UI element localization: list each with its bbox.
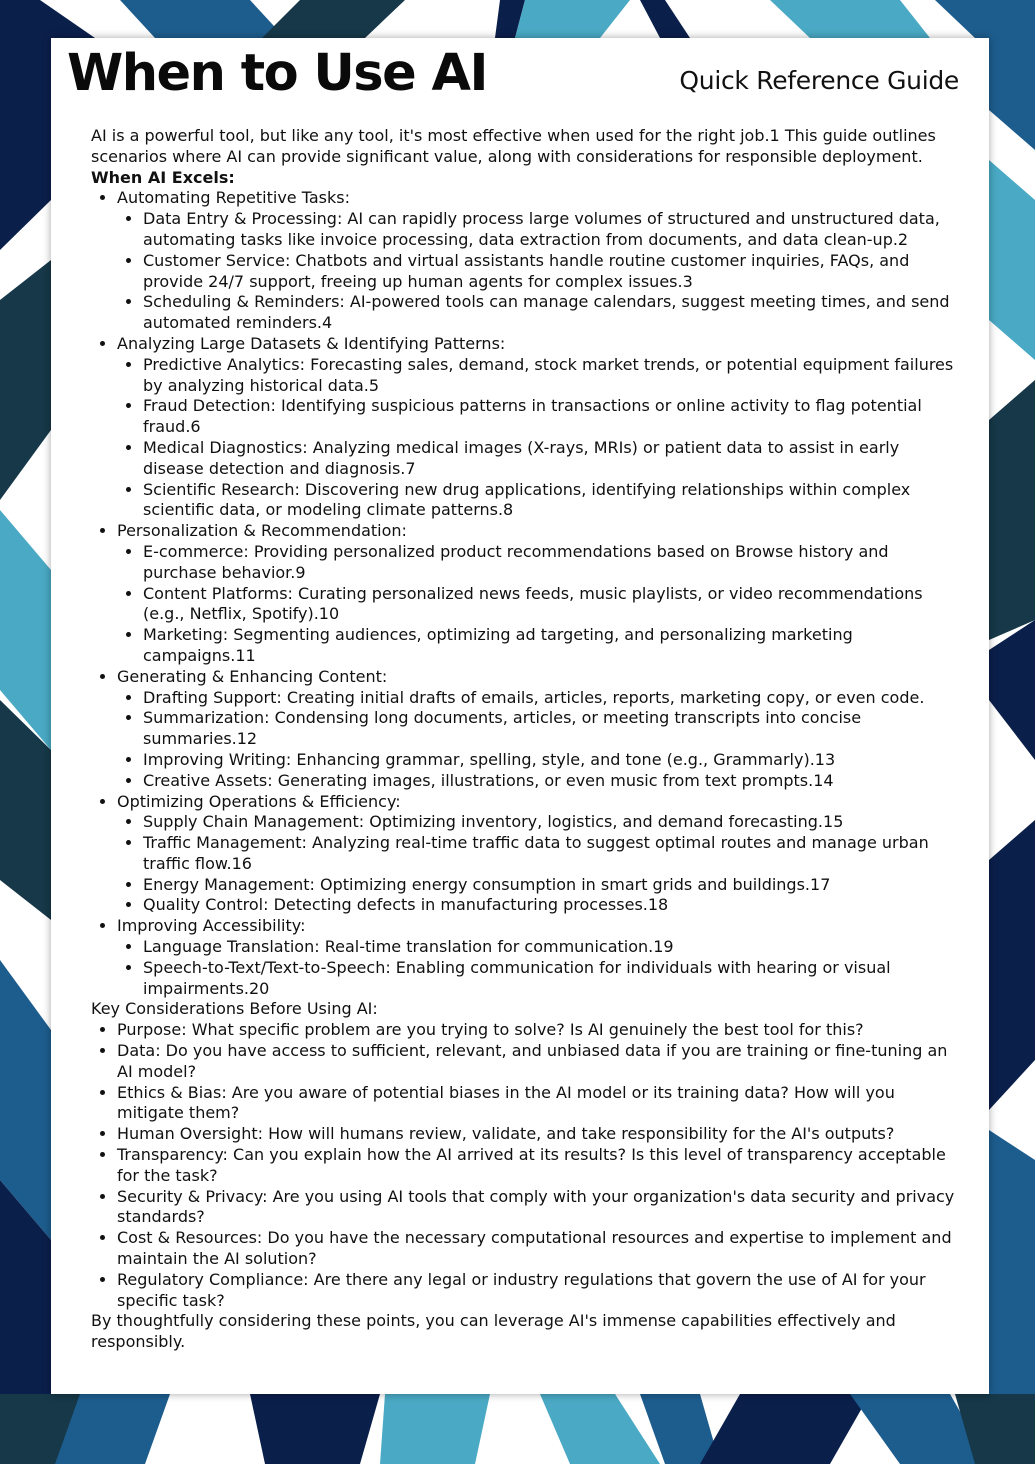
list-item: • Summarization: Condensing long documents, articles, or meeting transcripts into concise summaries.12 [143,708,959,750]
category-items [117,209,959,334]
category-label: Analyzing Large Datasets & Identifying Patterns: [117,333,506,353]
conclusion-paragraph: By thoughtfully considering these points, you can leverage AI's immense capabilities effectively and responsibly. [91,1311,896,1352]
list-item: • Marketing: Segmenting audiences, optimizing ad targeting, and personalizing marketing campaigns.11 [143,625,959,667]
list-item: • Supply Chain Management: Optimizing inventory, logistics, and demand forecasting.15 [143,812,959,833]
page-header [67,44,959,126]
excels-category [117,521,959,667]
category-label: Automating Repetitive Tasks: [117,188,350,208]
category-label: Personalization & Recommendation: [117,521,407,541]
excels-category [117,667,959,792]
list-item: • Data: Do you have access to sufficient, relevant, and unbiased data if you are training or fine-tuning an AI model? [117,1041,959,1083]
list-item: • Customer Service: Chatbots and virtual assistants handle routine customer inquiries, FAQs, and provide 24/7 support, freeing up human agents for complex issues.3 [143,251,959,293]
list-item: • Creative Assets: Generating images, illustrations, or even music from text prompts.14 [143,771,959,792]
excels-heading: When AI Excels: [91,167,235,187]
list-item: • Fraud Detection: Identifying suspicious patterns in transactions or online activity to flag potential fraud.6 [143,396,959,438]
category-items [117,355,959,521]
intro-paragraph: AI is a powerful tool, but like any tool, it's most effective when used for the right job.1 This guide outlines scenarios where AI can provide significant value, along with considerations for responsible deployment. [91,126,936,166]
list-item: • Scheduling & Reminders: AI-powered tools can manage calendars, suggest meeting times, and send automated reminders.4 [143,292,959,334]
page-title: When to Use AI [67,44,487,103]
category-items [117,688,959,792]
list-item: • Cost & Resources: Do you have the necessary computational resources and expertise to implement and maintain the AI solution? [117,1228,959,1270]
list-item: • Scientific Research: Discovering new drug applications, identifying relationships within complex scientific data, or modeling climate patterns.8 [143,480,959,522]
list-item: • Ethics & Bias: Are you aware of potential biases in the AI model or its training data? How will you mitigate them? [117,1083,959,1125]
document-page [51,38,989,1394]
page-subtitle: Quick Reference Guide [679,66,959,95]
list-item: • E-commerce: Providing personalized product recommendations based on Browse history and purchase behavior.9 [143,542,959,584]
category-label: Generating & Enhancing Content: [117,666,388,686]
list-item: • Drafting Support: Creating initial drafts of emails, articles, reports, marketing copy, or even code. [143,688,959,709]
category-label: Improving Accessibility: [117,916,306,936]
list-item: • Improving Writing: Enhancing grammar, spelling, style, and tone (e.g., Grammarly).13 [143,750,959,771]
list-item: • Security & Privacy: Are you using AI tools that comply with your organization's data security and privacy standards? [117,1187,959,1229]
list-item: • Content Platforms: Curating personalized news feeds, music playlists, or video recommendations (e.g., Netflix, Spotify).10 [143,584,959,626]
considerations-heading: Key Considerations Before Using AI: [91,999,378,1019]
list-item: • Energy Management: Optimizing energy consumption in smart grids and buildings.17 [143,875,959,896]
list-item: • Human Oversight: How will humans review, validate, and take responsibility for the AI's outputs? [117,1124,959,1145]
list-item: • Transparency: Can you explain how the AI arrived at its results? Is this level of transparency acceptable for the task? [117,1145,959,1187]
list-item: • Medical Diagnostics: Analyzing medical images (X-rays, MRIs) or patient data to assist in early disease detection and diagnosis.7 [143,438,959,480]
document-body [91,126,959,1353]
list-item: • Language Translation: Real-time translation for communication.19 [143,937,959,958]
category-items [117,937,959,999]
excels-category [117,188,959,334]
category-items [117,542,959,667]
excels-category [117,916,959,999]
category-items [117,812,959,916]
list-item: • Data Entry & Processing: AI can rapidly process large volumes of structured and unstructured data, automating tasks like invoice processing, data extraction from documents, and data clean-up.2 [143,209,959,251]
considerations-list [91,1020,959,1311]
excels-list [91,188,959,999]
list-item: • Purpose: What specific problem are you trying to solve? Is AI genuinely the best tool for this? [117,1020,959,1041]
excels-category [117,792,959,917]
list-item: • Predictive Analytics: Forecasting sales, demand, stock market trends, or potential equipment failures by analyzing historical data.5 [143,355,959,397]
excels-category [117,334,959,521]
list-item: • Traffic Management: Analyzing real-time traffic data to suggest optimal routes and manage urban traffic flow.16 [143,833,959,875]
category-label: Optimizing Operations & Efficiency: [117,791,401,811]
list-item: • Regulatory Compliance: Are there any legal or industry regulations that govern the use of AI for your specific task? [117,1270,959,1312]
list-item: • Quality Control: Detecting defects in manufacturing processes.18 [143,895,959,916]
list-item: • Speech-to-Text/Text-to-Speech: Enabling communication for individuals with hearing or visual impairments.20 [143,958,959,1000]
